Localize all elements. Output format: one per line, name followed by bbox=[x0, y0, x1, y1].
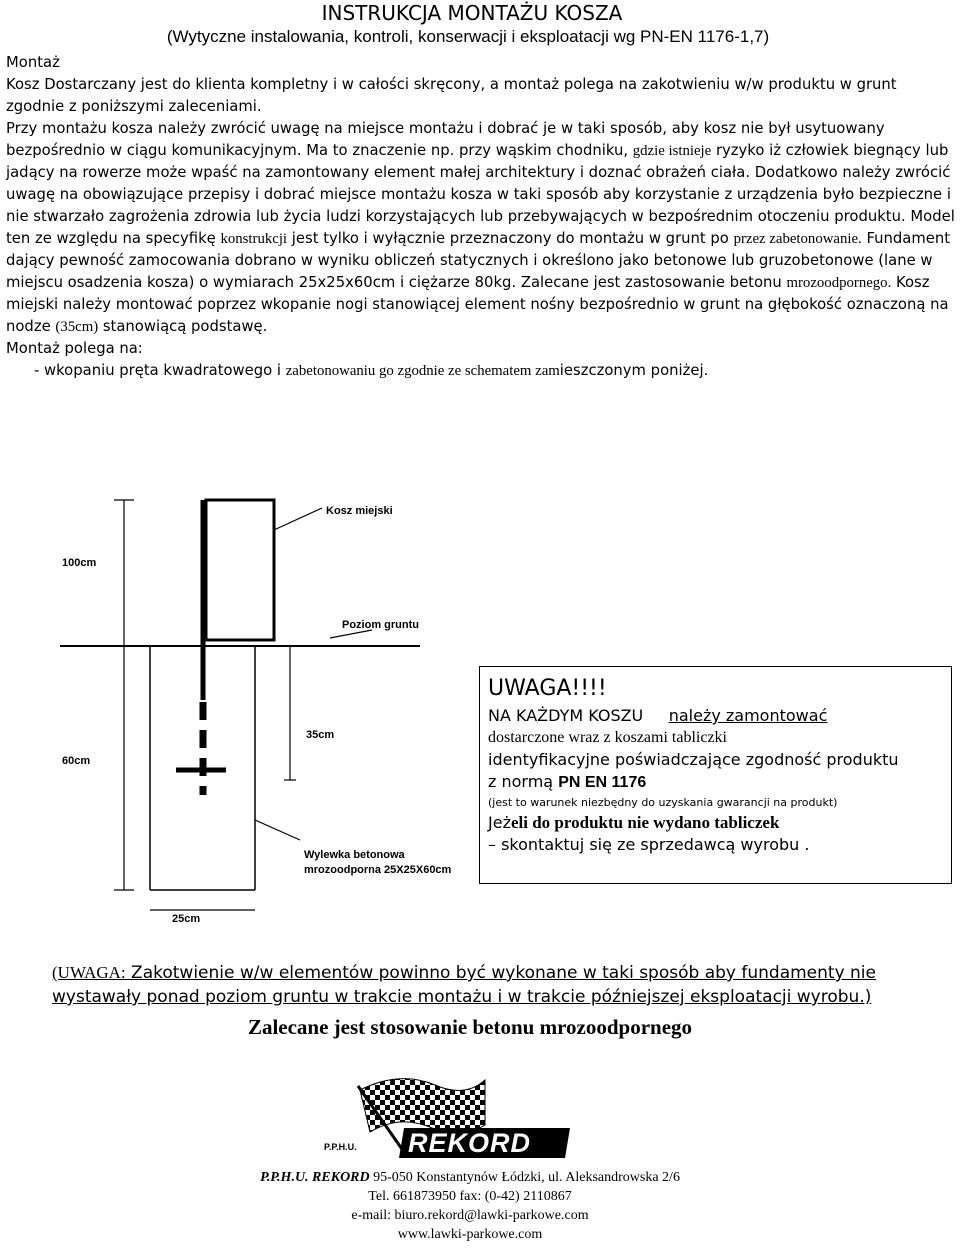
text-run: Przy montażu kosza należy zwrócić uwagę na miejsce montażu i dobrać je w taki sposób, aby kosz nie był usytuowany bezpośrednio w ciągu komunikacyjnym. Ma to znaczenie np. przy wąskim chodniku, bbox=[6, 120, 885, 159]
text-run: z normą bbox=[488, 772, 559, 791]
section-heading-montaz: Montaż bbox=[6, 54, 60, 71]
warning-line: dostarczone wraz z koszami tabliczki bbox=[488, 729, 727, 746]
paragraph-placement bbox=[6, 118, 956, 338]
recommendation: Zalecane jest stosowanie betonu mrozoodpornego bbox=[247, 1015, 693, 1039]
text-run: należy zamontować bbox=[668, 706, 828, 725]
heading-montaz-polega: Montaż polega na: bbox=[6, 340, 143, 357]
text-run: (35cm) bbox=[55, 319, 99, 335]
text-run: stanowiącą podstawę. bbox=[98, 318, 268, 335]
label-60cm: 60cm bbox=[62, 755, 91, 767]
warning-line bbox=[488, 771, 943, 794]
company-logo bbox=[320, 1070, 580, 1165]
bin-shape bbox=[206, 500, 274, 640]
warning-line bbox=[488, 812, 943, 834]
text-run: zabetonowaniu go zgodnie ze schematem zam bbox=[285, 363, 560, 379]
logo-text: REKORD bbox=[408, 1128, 532, 1158]
label-25cm: 25cm bbox=[172, 913, 201, 925]
label-concrete-spec: mrozoodporna 25X25X60cm bbox=[304, 864, 452, 876]
company-name: P.P.H.U. REKORD bbox=[260, 1170, 370, 1185]
label-100cm: 100cm bbox=[62, 557, 97, 569]
warning-line: – skontaktuj się ze sprzedawcą wyrobu . bbox=[488, 835, 810, 854]
installation-diagram bbox=[0, 470, 480, 940]
norm-name: PN EN 1176 bbox=[558, 774, 647, 791]
footer-contact bbox=[0, 1168, 940, 1244]
text-run: konstrukcji bbox=[220, 231, 288, 247]
text-run: ieszczonym poniżej. bbox=[559, 362, 709, 379]
footer-email: e-mail: biuro.rekord@lawki-parkowe.com bbox=[351, 1208, 589, 1223]
text-run: mrozoodpornego. bbox=[786, 275, 892, 291]
text-run: - wkopaniu pręta kwadratowego i bbox=[34, 362, 286, 379]
document-title: INSTRUKCJA MONTAŻU KOSZA bbox=[321, 1, 623, 25]
footer-website: www.lawki-parkowe.com bbox=[397, 1227, 543, 1242]
warning-line bbox=[488, 705, 943, 727]
text-run: gdzie istnieje bbox=[632, 143, 712, 159]
text-run: NA KAŻDYM KOSZU bbox=[488, 706, 644, 725]
step-item bbox=[6, 360, 956, 382]
text-run: ryzyko iż człowiek biegnący lub jadący na rowerze może wpaść na zamontowany element małej architektury i doznać obrażeń ciała. Dodatkowo należy zwrócić uwagę na obowiązujące przepisy i dobrać miejsce montażu kosza w taki sposób aby korzystanie z urządzenia było bezpieczne i nie stwarzało zagrożenia zdrowia lub życia ludzi korzystających lub przebywających w bezpośrednim otoczeniu produktu. Model ten ze względu na specyfikę bbox=[6, 142, 955, 247]
instructions-text bbox=[6, 52, 956, 382]
text-run: Fundament dający pewność zamocowania dobrano w wyniku obliczeń statycznych i określono jako betonowe lub gruzobetonowe (lane w miejscu osadzenia kosza) o wymiarach 25x25x60cm i ciężarze 80kg. Zalecane jest zastosowanie betonu bbox=[6, 230, 951, 291]
warning-small: (jest to warunek niezbędny do uzyskania gwarancji na produkt) bbox=[488, 796, 838, 809]
paragraph-delivery: Kosz Dostarczany jest do klienta kompletny i w całości skręcony, a montaż polega na zakotwieniu w/w produktu w grunt zgodnie z poniższymi zaleceniami. bbox=[6, 76, 897, 115]
note-paragraph bbox=[52, 961, 952, 1009]
logo-small-text: P.P.H.U. bbox=[324, 1142, 357, 1152]
footer-phone: Tel. 661873950 fax: (0-42) 2110867 bbox=[368, 1189, 572, 1204]
address: 95-050 Konstantynów Łódzki, ul. Aleksandrowska 2/6 bbox=[369, 1170, 680, 1185]
label-35cm: 35cm bbox=[306, 729, 335, 741]
text-run: jest tylko i wyłącznie przeznaczony do montażu w grunt po bbox=[287, 230, 734, 247]
text-run: eli do produktu nie wydano tabliczek bbox=[510, 813, 780, 832]
warning-line: identyfikacyjne poświadczające zgodność produktu bbox=[488, 750, 899, 769]
text-run: Kosz miejski należy montować poprzez wkopanie nogi stanowiącej element nośny bezpośrednio w grunt na głębokość oznaczoną na nodze bbox=[6, 274, 949, 335]
label-concrete: Wylewka betonowa bbox=[304, 849, 405, 861]
note-text: Zakotwienie w/w elementów powinno być wykonane w taki sposób aby fundamenty nie wystawały ponad poziom gruntu w trakcie montażu i w trakcie późniejszej eksploatacji wyrobu.) bbox=[52, 963, 876, 1007]
text-run: przez zabetonowanie. bbox=[733, 231, 862, 247]
footer-address-line bbox=[0, 1168, 940, 1187]
warning-title: UWAGA!!!! bbox=[488, 676, 607, 701]
label-ground: Poziom gruntu bbox=[342, 619, 419, 631]
label-bin: Kosz miejski bbox=[326, 505, 393, 517]
leader-bin bbox=[274, 508, 322, 530]
note-prefix: (UWAGA: bbox=[52, 963, 126, 982]
leader-concrete bbox=[255, 820, 300, 840]
text-run: Jeż bbox=[488, 813, 511, 832]
warning-box bbox=[479, 666, 952, 884]
document-subtitle: (Wytyczne instalowania, kontroli, konserwacji i eksploatacji wg PN-EN 1176-1,7) bbox=[166, 27, 770, 46]
